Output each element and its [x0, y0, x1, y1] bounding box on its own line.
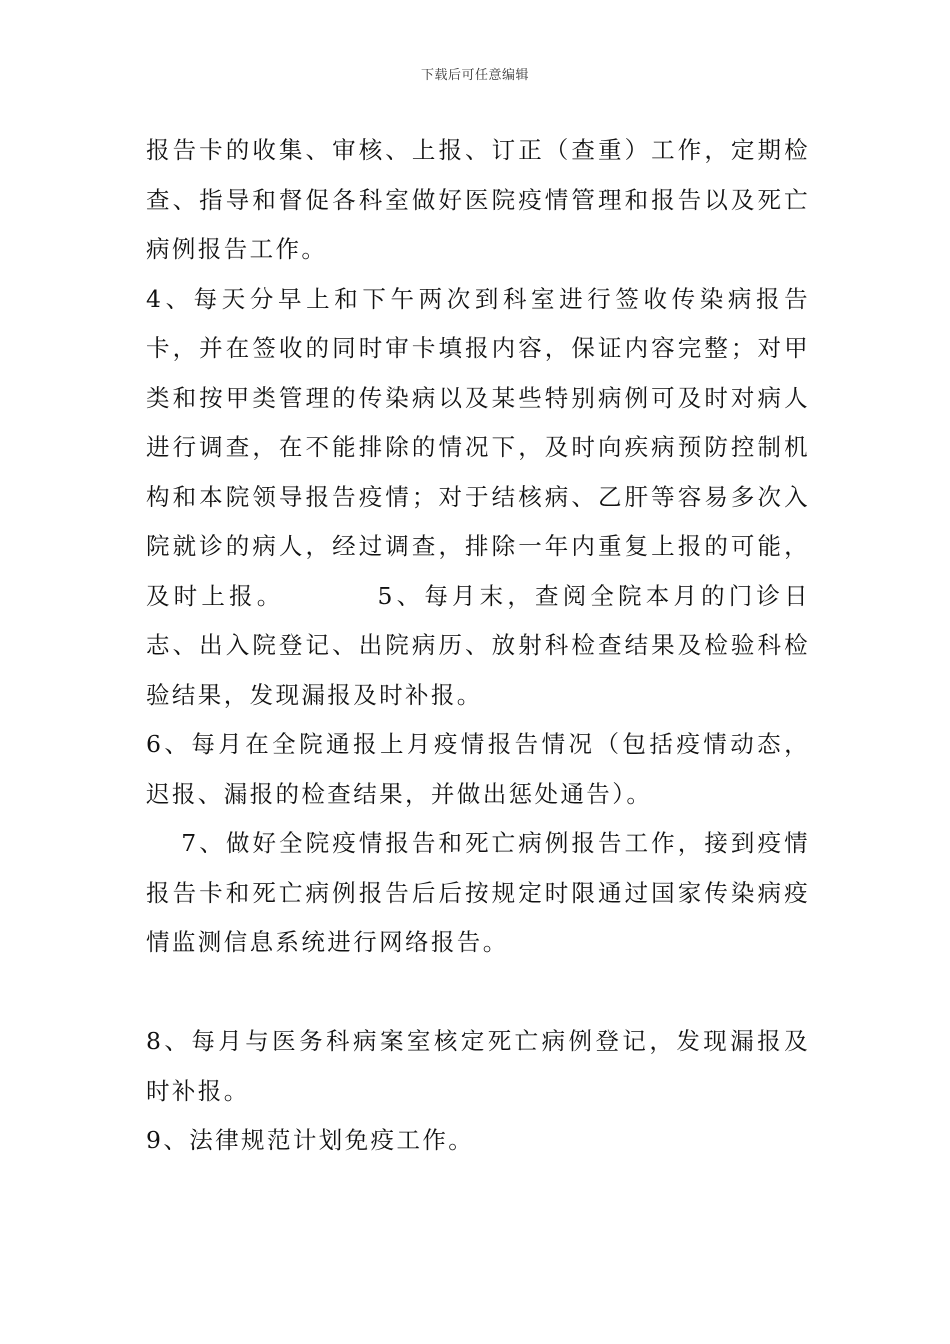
paragraph-item-9: 9、法律规范计划免疫工作。	[146, 1126, 475, 1154]
document-body	[146, 126, 810, 1166]
paragraph-item-8: 8、每月与医务科病案室核定死亡病例登记，发现漏报及时补报。	[146, 1027, 810, 1105]
paragraph-item-6: 6、每月在全院通报上月疫情报告情况（包括疫情动态，迟报、漏报的检查结果，并做出惩处通告）。	[146, 730, 810, 808]
paragraph-item-4-5: 4、每天分早上和下午两次到科室进行签收传染病报告卡，并在签收的同时审卡填报内容，保证内容完整；对甲类和按甲类管理的传染病以及某些特别病例可及时对病人进行调查，在不能排除的情况下，及时向疾病预防控制机构和本院领导报告疫情；对于结核病、乙肝等容易多次入院就诊的病人，经过调查，排除一年内重复上报的可能，及时上报。 5、每月末，查阅全院本月的门诊日志、出入院登记、出院病历、放射科检查结果及检验科检验结果，发现漏报及时补报。	[146, 284, 810, 709]
paragraph-item-7: 7、做好全院疫情报告和死亡病例报告工作，接到疫情报告卡和死亡病例报告后后按规定时限通过国家传染病疫情监测信息系统进行网络报告。	[146, 829, 810, 956]
paragraph-reporting-duties: 报告卡的收集、审核、上报、订正（查重）工作，定期检查、指导和督促各科室做好医院疫情管理和报告以及死亡病例报告工作。	[146, 136, 810, 263]
page-header-note: 下载后可任意编辑	[420, 68, 529, 83]
